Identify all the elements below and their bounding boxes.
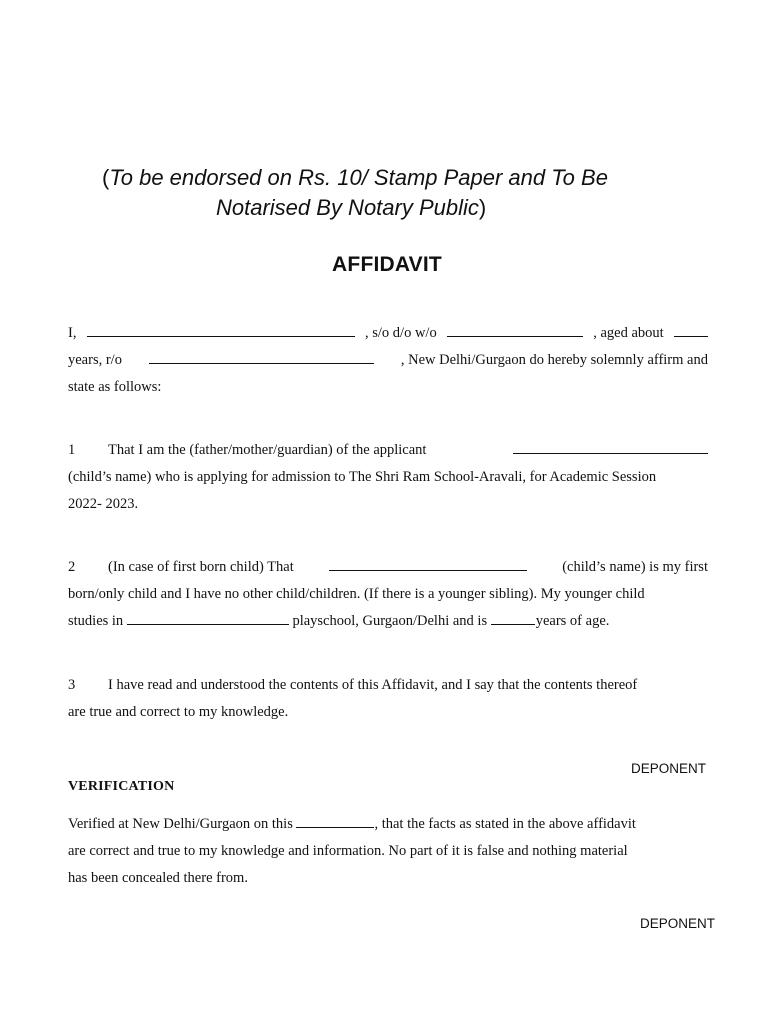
para2-text: studies in (68, 613, 124, 629)
name-blank (87, 324, 355, 337)
para2-line-2: born/only child and I have no other child/children. (If there is a younger sibling). My younger child (68, 586, 645, 602)
para2-text: playschool, Gurgaon/Delhi and is (292, 613, 488, 629)
para3-number: 3 (68, 677, 76, 693)
verification-date-blank (296, 815, 374, 828)
intro-line-3: state as follows: (68, 379, 162, 395)
intro-text: , s/o d/o w/o (365, 325, 437, 341)
para1-line-1 (68, 441, 708, 459)
intro-text: , New Delhi/Gurgaon do hereby solemnly affirm and (400, 352, 708, 368)
verification-line-2: are correct and true to my knowledge and information. No part of it is false and nothing material (68, 843, 628, 859)
intro-line-2 (68, 351, 708, 369)
sibling-age-blank (491, 612, 535, 625)
para2-text: (In case of first born child) That (108, 559, 294, 575)
para3-line-1 (68, 676, 708, 694)
para2-number: 2 (68, 559, 76, 575)
para1-line-3: 2022- 2023. (68, 496, 139, 512)
stamp-paper-note-line1: (To be endorsed on Rs. 10/ Stamp Paper and To Be (102, 165, 608, 190)
para1-line-2: (child’s name) who is applying for admission to The Shri Ram School-Aravali, for Academic Session (68, 469, 657, 485)
para3-text: I have read and understood the contents of this Affidavit, and I say that the contents thereof (108, 677, 638, 693)
para2-line-1 (68, 558, 708, 576)
para2-line-3 (68, 612, 708, 630)
deponent-signature-label: DEPONENT (640, 916, 716, 931)
para1-text: That I am the (father/mother/guardian) of the applicant (108, 442, 427, 458)
intro-text: years, r/o (68, 352, 122, 368)
verification-line-3: has been concealed there from. (68, 870, 248, 886)
applicant-name-blank (513, 441, 708, 454)
parent-name-blank (447, 324, 583, 337)
verification-text: , that the facts as stated in the above affidavit (374, 816, 636, 832)
para2-text: (child’s name) is my first (562, 559, 708, 575)
para2-text: years of age. (535, 613, 610, 629)
playschool-blank (127, 612, 289, 625)
verification-heading: VERIFICATION (68, 779, 175, 794)
verification-text: Verified at New Delhi/Gurgaon on this (68, 816, 293, 832)
para3-line-2: are true and correct to my knowledge. (68, 704, 289, 720)
intro-line-1 (68, 324, 708, 342)
address-blank (149, 351, 374, 364)
intro-text: I, (68, 325, 77, 341)
age-blank (674, 324, 708, 337)
stamp-paper-note-line2: Notarised By Notary Public) (216, 195, 487, 220)
document-title: AFFIDAVIT (332, 253, 442, 276)
deponent-signature-label: DEPONENT (631, 761, 707, 776)
para1-number: 1 (68, 442, 76, 458)
verification-line-1 (68, 815, 636, 833)
intro-text: , aged about (593, 325, 664, 341)
first-child-name-blank (329, 558, 527, 571)
